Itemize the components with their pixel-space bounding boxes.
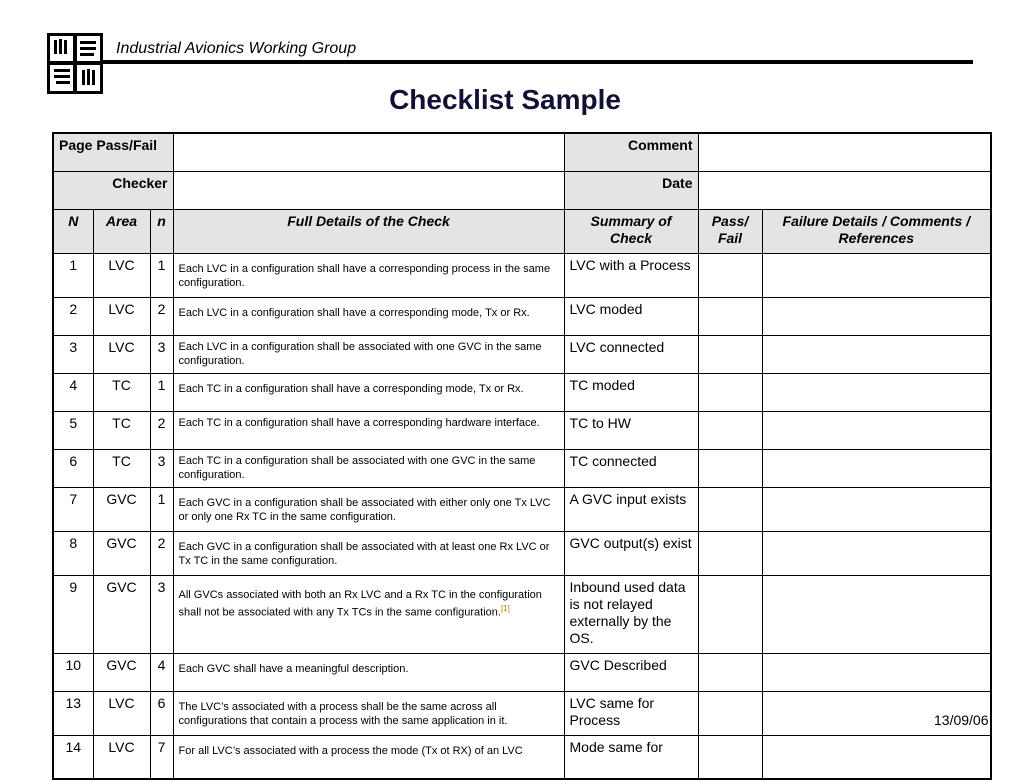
table-row	[53, 253, 991, 297]
row-number: 8	[53, 531, 93, 575]
table-row	[53, 373, 991, 411]
row-summary: LVC connected	[564, 335, 698, 373]
row-failure-details-cell[interactable]	[762, 449, 991, 487]
checker-field[interactable]	[173, 171, 564, 209]
row-failure-details-cell[interactable]	[762, 297, 991, 335]
table-row	[53, 297, 991, 335]
row-pass-fail-cell[interactable]	[698, 653, 762, 691]
row-pass-fail-cell[interactable]	[698, 373, 762, 411]
row-detail: Each GVC in a configuration shall be associated with at least one Rx LVC or Tx TC in the same configuration.	[173, 531, 564, 575]
row-number: 14	[53, 735, 93, 779]
row-sub-number: 2	[150, 411, 173, 449]
row-number: 2	[53, 297, 93, 335]
row-sub-number: 2	[150, 297, 173, 335]
row-failure-details-cell[interactable]	[762, 411, 991, 449]
row-pass-fail-cell[interactable]	[698, 487, 762, 531]
row-area: LVC	[93, 297, 150, 335]
row-area: GVC	[93, 531, 150, 575]
row-failure-details-cell[interactable]	[762, 487, 991, 531]
row-pass-fail-cell[interactable]	[698, 735, 762, 779]
row-pass-fail-cell[interactable]	[698, 411, 762, 449]
row-sub-number: 3	[150, 449, 173, 487]
row-area: LVC	[93, 691, 150, 735]
row-sub-number: 1	[150, 487, 173, 531]
row-summary: TC to HW	[564, 411, 698, 449]
row-area: LVC	[93, 335, 150, 373]
table-row	[53, 691, 991, 735]
row-number: 1	[53, 253, 93, 297]
row-number: 10	[53, 653, 93, 691]
date-field[interactable]	[698, 171, 991, 209]
row-detail: Each TC in a configuration shall have a corresponding hardware interface.	[173, 411, 564, 449]
row-detail-text: All GVCs associated with both an Rx LVC and a Rx TC in the configuration shall not be associated with any Tx TCs in the same configuration.	[178, 588, 542, 619]
row-pass-fail-cell[interactable]	[698, 575, 762, 653]
row-number: 4	[53, 373, 93, 411]
table-row	[53, 575, 991, 653]
row-failure-details-cell[interactable]	[762, 653, 991, 691]
table-row	[53, 411, 991, 449]
row-detail: Each LVC in a configuration shall be associated with one GVC in the same configuration.	[173, 335, 564, 373]
row-sub-number: 1	[150, 373, 173, 411]
row-pass-fail-cell[interactable]	[698, 691, 762, 735]
row-detail	[173, 575, 564, 653]
row-number: 7	[53, 487, 93, 531]
row-sub-number: 3	[150, 335, 173, 373]
row-sub-number: 1	[150, 253, 173, 297]
row-number: 6	[53, 449, 93, 487]
row-area: GVC	[93, 653, 150, 691]
row-detail: For all LVC’s associated with a process the mode (Tx ot RX) of an LVC	[173, 735, 564, 779]
pass-fail-row	[53, 133, 991, 171]
row-pass-fail-cell[interactable]	[698, 449, 762, 487]
column-header-summary: Summary of Check	[564, 209, 698, 253]
row-summary: Inbound used data is not relayed externally by the OS.	[564, 575, 698, 653]
column-header-failure-details: Failure Details / Comments / References	[762, 209, 991, 253]
row-pass-fail-cell[interactable]	[698, 253, 762, 297]
row-failure-details-cell[interactable]	[762, 575, 991, 653]
row-sub-number: 4	[150, 653, 173, 691]
checker-label: Checker	[53, 171, 173, 209]
row-pass-fail-cell[interactable]	[698, 335, 762, 373]
row-area: GVC	[93, 487, 150, 531]
page-title: Checklist Sample	[389, 84, 621, 115]
row-summary: GVC Described	[564, 653, 698, 691]
row-detail: The LVC’s associated with a process shall be the same across all configurations that contain a process with the same application in it.	[173, 691, 564, 735]
row-pass-fail-cell[interactable]	[698, 531, 762, 575]
row-summary: GVC output(s) exist	[564, 531, 698, 575]
table-row	[53, 449, 991, 487]
column-header-area: Area	[93, 209, 150, 253]
row-summary: TC connected	[564, 449, 698, 487]
column-header-sub-n: n	[150, 209, 173, 253]
checklist-table	[52, 132, 992, 780]
column-header-n: N	[53, 209, 93, 253]
table-row	[53, 487, 991, 531]
row-sub-number: 3	[150, 575, 173, 653]
row-area: LVC	[93, 253, 150, 297]
row-failure-details-cell[interactable]	[762, 253, 991, 297]
row-sub-number: 6	[150, 691, 173, 735]
row-summary: Mode same for	[564, 735, 698, 779]
checker-row	[53, 171, 991, 209]
comment-label: Comment	[564, 133, 698, 171]
row-detail: Each LVC in a configuration shall have a corresponding process in the same configuration.	[173, 253, 564, 297]
row-area: TC	[93, 411, 150, 449]
row-area: TC	[93, 373, 150, 411]
row-sub-number: 2	[150, 531, 173, 575]
row-summary: A GVC input exists	[564, 487, 698, 531]
row-area: GVC	[93, 575, 150, 653]
row-summary: TC moded	[564, 373, 698, 411]
row-failure-details-cell[interactable]	[762, 531, 991, 575]
table-row	[53, 335, 991, 373]
row-detail: Each TC in a configuration shall have a corresponding mode, Tx or Rx.	[173, 373, 564, 411]
row-detail: Each GVC in a configuration shall be associated with either only one Tx LVC or only one Rx TC in the same configuration.	[173, 487, 564, 531]
row-number: 3	[53, 335, 93, 373]
organization-name: Industrial Avionics Working Group	[116, 40, 357, 57]
row-detail: Each LVC in a configuration shall have a corresponding mode, Tx or Rx.	[173, 297, 564, 335]
page-pass-fail-label: Page Pass/Fail	[53, 133, 173, 171]
row-number: 13	[53, 691, 93, 735]
row-area: LVC	[93, 735, 150, 779]
row-summary: LVC with a Process	[564, 253, 698, 297]
row-number: 9	[53, 575, 93, 653]
footer-date: 13/09/06	[934, 712, 989, 728]
row-area: TC	[93, 449, 150, 487]
row-failure-details-cell[interactable]	[762, 373, 991, 411]
row-failure-details-cell[interactable]	[762, 335, 991, 373]
row-pass-fail-cell[interactable]	[698, 297, 762, 335]
row-summary: LVC same for Process	[564, 691, 698, 735]
row-failure-details-cell[interactable]	[762, 735, 991, 779]
page-pass-fail-field[interactable]	[173, 133, 564, 171]
column-header-row	[53, 209, 991, 253]
row-sub-number: 7	[150, 735, 173, 779]
comment-field[interactable]	[698, 133, 991, 171]
row-number: 5	[53, 411, 93, 449]
row-summary: LVC moded	[564, 297, 698, 335]
table-row	[53, 653, 991, 691]
row-detail: Each GVC shall have a meaningful description.	[173, 653, 564, 691]
footnote-link[interactable]: [1]	[500, 603, 510, 613]
date-label: Date	[564, 171, 698, 209]
row-detail: Each TC in a configuration shall be associated with one GVC in the same configuration.	[173, 449, 564, 487]
column-header-pass-fail: Pass/ Fail	[698, 209, 762, 253]
header-rule	[103, 60, 973, 64]
column-header-full-details: Full Details of the Check	[173, 209, 564, 253]
table-row	[53, 531, 991, 575]
table-row	[53, 735, 991, 779]
